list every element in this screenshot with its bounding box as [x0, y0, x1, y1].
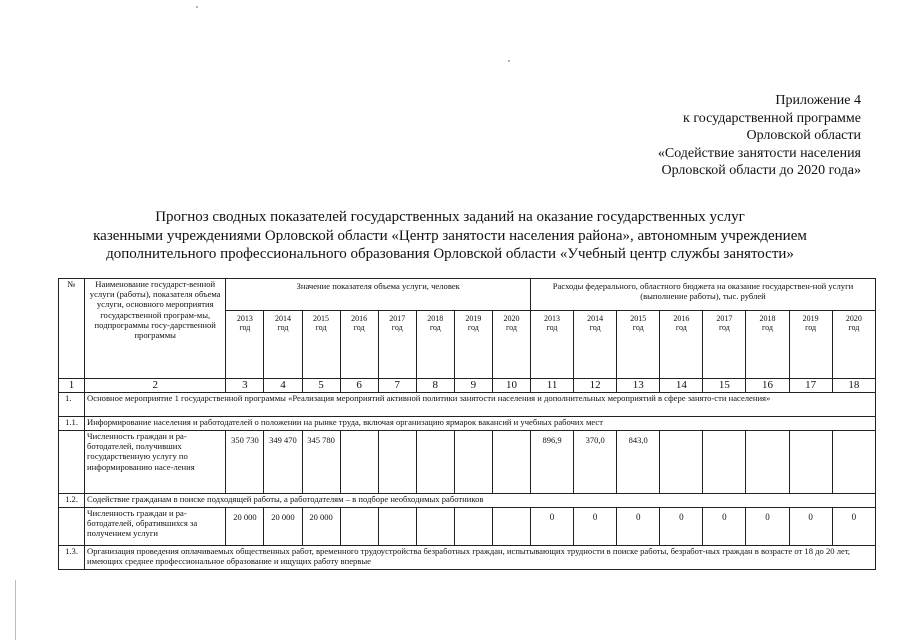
row-number: 1.3. — [59, 546, 85, 570]
section-text: Информирование населения и работодателей о положении на рынке труда, включая организацию ярмарок вакансий и учебных рабочих мест — [85, 417, 876, 431]
volume-year-header: 2019 год — [454, 311, 492, 379]
expense-year-header: 2013 год — [531, 311, 574, 379]
volume-value: 345 780 — [302, 431, 340, 494]
volume-year-header: 2017 год — [378, 311, 416, 379]
section-text: Основное мероприятие 1 государственной программы «Реализация мероприятий активной политики занятости населения и дополнительных мероприятий в сфере занято-сти населения» — [85, 393, 876, 417]
expense-value: 0 — [703, 508, 746, 546]
indicator-text: Численность граждан и ра-ботодателей, получивших государственную услугу по информированию насе-ления — [85, 431, 226, 494]
expense-year-header: 2020 год — [832, 311, 875, 379]
document-title — [60, 208, 840, 264]
volume-value: 349 470 — [264, 431, 302, 494]
expense-value — [832, 431, 875, 494]
volume-value — [340, 431, 378, 494]
scan-speck — [196, 6, 198, 8]
column-number: 12 — [574, 379, 617, 393]
column-number: 1 — [59, 379, 85, 393]
section-text: Организация проведения оплачиваемых общественных работ, временного трудоустройства безработных граждан, испытывающих трудности в поиске работы, безработ-ных граждан в возрасте от 18 до 20 лет, имеющих среднее профессиональное образование и ищущих работу впервые — [85, 546, 876, 570]
row-number: 1. — [59, 393, 85, 417]
column-number: 3 — [226, 379, 264, 393]
volume-year-header: 2015 год — [302, 311, 340, 379]
row-number: 1.1. — [59, 417, 85, 431]
expense-value: 0 — [617, 508, 660, 546]
title-line: дополнительного профессионального образования Орловской области «Учебный центр службы занятости» — [106, 246, 794, 262]
column-number: 17 — [789, 379, 832, 393]
expense-value: 0 — [574, 508, 617, 546]
expense-value — [703, 431, 746, 494]
volume-year-header: 2016 год — [340, 311, 378, 379]
expense-value: 0 — [531, 508, 574, 546]
appendix-line: Орловской области до 2020 года» — [661, 163, 861, 178]
indicator-text: Численность граждан и ра-ботодателей, обратившихся за получением услуги — [85, 508, 226, 546]
column-number: 10 — [492, 379, 530, 393]
expense-value: 896,9 — [531, 431, 574, 494]
column-number: 18 — [832, 379, 875, 393]
column-number: 5 — [302, 379, 340, 393]
empty-cell — [59, 431, 85, 494]
volume-value: 20 000 — [226, 508, 264, 546]
expense-value: 0 — [789, 508, 832, 546]
title-line: Прогноз сводных показателей государственных заданий на оказание государственных услуг — [155, 209, 745, 225]
column-number: 4 — [264, 379, 302, 393]
scan-speck — [508, 60, 510, 62]
volume-value — [378, 508, 416, 546]
expense-value: 370,0 — [574, 431, 617, 494]
volume-value: 20 000 — [302, 508, 340, 546]
volume-year-header: 2014 год — [264, 311, 302, 379]
header-expense-group: Расходы федерального, областного бюджета на оказание государствен-ной услуги (выполнение работы), тыс. рублей — [531, 279, 876, 311]
expense-value: 0 — [832, 508, 875, 546]
empty-cell — [59, 508, 85, 546]
volume-value: 350 730 — [226, 431, 264, 494]
column-number: 13 — [617, 379, 660, 393]
section-row-main-activity — [59, 393, 876, 417]
column-number-row — [59, 379, 876, 393]
appendix-line: Приложение 4 — [775, 93, 861, 108]
volume-value — [416, 431, 454, 494]
expense-year-header: 2016 год — [660, 311, 703, 379]
header-number: № — [59, 279, 85, 379]
column-number: 16 — [746, 379, 789, 393]
expense-value: 0 — [746, 508, 789, 546]
column-number: 6 — [340, 379, 378, 393]
appendix-line: Орловской области — [746, 128, 861, 143]
column-number: 9 — [454, 379, 492, 393]
appendix-line: «Содействие занятости населения — [657, 145, 861, 161]
expense-value — [660, 431, 703, 494]
volume-year-header: 2020 год — [492, 311, 530, 379]
expense-year-header: 2014 год — [574, 311, 617, 379]
volume-value — [492, 508, 530, 546]
column-number: 7 — [378, 379, 416, 393]
expense-year-header: 2015 год — [617, 311, 660, 379]
volume-value — [340, 508, 378, 546]
column-number: 15 — [703, 379, 746, 393]
column-number: 11 — [531, 379, 574, 393]
section-text: Содействие гражданам в поиске подходящей работы, а работодателям – в подборе необходимых работников — [85, 494, 876, 508]
section-row-informing — [59, 417, 876, 431]
header-row-groups — [59, 279, 876, 311]
section-row-public-works — [59, 546, 876, 570]
section-row-job-search — [59, 494, 876, 508]
volume-year-header: 2018 год — [416, 311, 454, 379]
volume-value — [454, 431, 492, 494]
scan-edge-mark — [15, 580, 16, 640]
appendix-line: к государственной программе — [683, 110, 861, 126]
forecast-table — [58, 278, 876, 570]
row-number: 1.2. — [59, 494, 85, 508]
volume-value — [416, 508, 454, 546]
volume-value: 20 000 — [264, 508, 302, 546]
expense-year-header: 2019 год — [789, 311, 832, 379]
volume-year-header: 2013 год — [226, 311, 264, 379]
volume-value — [454, 508, 492, 546]
column-number: 14 — [660, 379, 703, 393]
column-number: 8 — [416, 379, 454, 393]
indicator-row-job-search — [59, 508, 876, 546]
volume-value — [378, 431, 416, 494]
title-line: казенными учреждениями Орловской области «Центр занятости населения района», автономным учреждением — [93, 227, 807, 244]
expense-year-header: 2018 год — [746, 311, 789, 379]
expense-year-header: 2017 год — [703, 311, 746, 379]
appendix-header — [541, 92, 861, 180]
expense-value — [746, 431, 789, 494]
volume-value — [492, 431, 530, 494]
header-service-name: Наименование государст-венной услуги (работы), показателя объема услуги, основного мероприятия государственной програм-мы, подпрограммы госу-дарственной программы — [85, 279, 226, 379]
header-volume-group: Значение показателя объема услуги, человек — [226, 279, 531, 311]
expense-value: 843,0 — [617, 431, 660, 494]
indicator-row-informing — [59, 431, 876, 494]
column-number: 2 — [85, 379, 226, 393]
expense-value: 0 — [660, 508, 703, 546]
expense-value — [789, 431, 832, 494]
